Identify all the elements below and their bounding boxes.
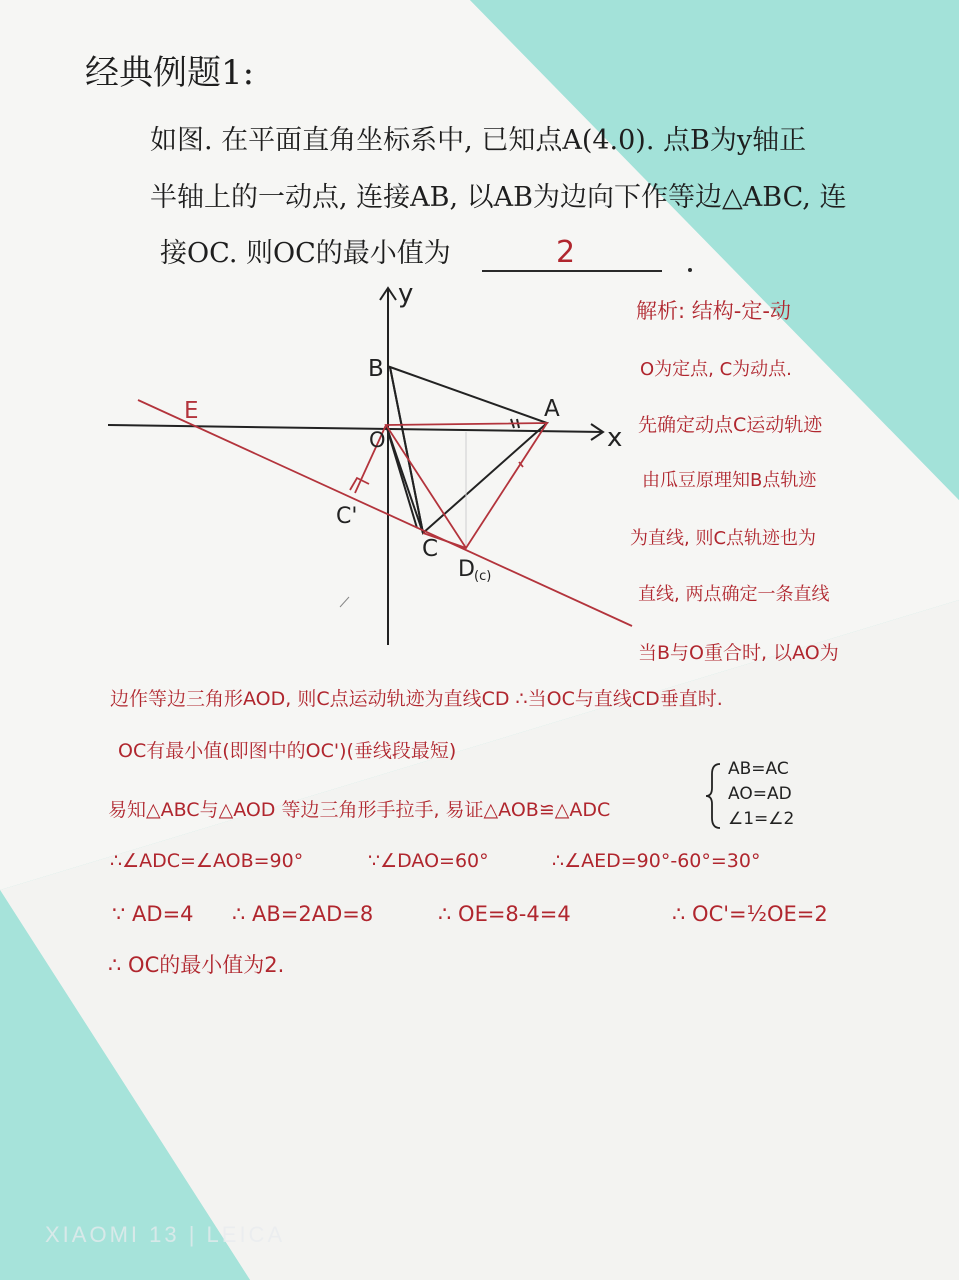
step-angle-dao: ∵∠DAO=60°	[368, 850, 489, 872]
analysis-line-2: OC有最小值(即图中的OC')(垂线段最短)	[118, 740, 457, 762]
label-e: E	[184, 398, 199, 424]
question-line-3: 接OC. 则OC的最小值为	[160, 238, 451, 269]
label-d-subscript: (c)	[474, 569, 492, 584]
brace-line-2: AO=AD	[728, 784, 792, 804]
analysis-side-line-4: 由瓜豆原理知B点轨迹	[642, 470, 817, 491]
analysis-line-3: 易知△ABC与△AOD 等边三角形手拉手, 易证△AOB≌△ADC	[108, 799, 611, 821]
analysis-line-1: 边作等边三角形AOD, 则C点运动轨迹为直线CD ∴当OC与直线CD垂直时.	[110, 688, 723, 710]
analysis-side-line-3: 先确定动点C运动轨迹	[638, 414, 823, 436]
step-ab: ∴ AB=2AD=8	[232, 902, 374, 926]
label-c: C	[422, 536, 439, 562]
analysis-side-line-5: 为直线, 则C点轨迹也为	[630, 528, 817, 549]
step-oe: ∴ OE=8-4=4	[438, 902, 571, 926]
analysis-side-line-7: 当B与O重合时, 以AO为	[638, 642, 839, 664]
label-o: O	[369, 428, 386, 452]
brace-line-1: AB=AC	[728, 759, 789, 779]
label-a: A	[544, 396, 560, 422]
question-line-2: 半轴上的一动点, 连接AB, 以AB为边向下作等边△ABC, 连	[150, 182, 847, 213]
analysis-side-line-1: 解析: 结构-定-动	[636, 299, 791, 323]
step-angle-adc: ∴∠ADC=∠AOB=90°	[110, 850, 304, 872]
camera-watermark: XIAOMI 13 | LEICA	[45, 1222, 286, 1247]
step-ad: ∵ AD=4	[112, 902, 194, 926]
brace-icon	[704, 762, 724, 830]
answer-value: 2	[556, 235, 576, 270]
label-d: D	[458, 557, 475, 582]
page-title: 经典例题1:	[85, 53, 255, 93]
label-x: x	[607, 423, 623, 453]
x-axis	[108, 425, 603, 432]
label-y: y	[398, 279, 414, 309]
step-angle-aed: ∴∠AED=90°-60°=30°	[552, 850, 761, 872]
label-b: B	[368, 356, 384, 382]
conclusion: ∴ OC的最小值为2.	[108, 953, 285, 977]
question-line-1: 如图. 在平面直角坐标系中, 已知点A(4.0). 点B为y轴正	[150, 125, 807, 156]
label-c-prime: C'	[336, 504, 358, 529]
brace-line-3: ∠1=∠2	[728, 809, 795, 829]
step-oc-prime: ∴ OC'=½OE=2	[672, 902, 828, 926]
analysis-side-line-2: O为定点, C为动点.	[640, 359, 792, 380]
analysis-side-line-6: 直线, 两点确定一条直线	[638, 584, 830, 605]
pencil-mark	[340, 597, 349, 607]
